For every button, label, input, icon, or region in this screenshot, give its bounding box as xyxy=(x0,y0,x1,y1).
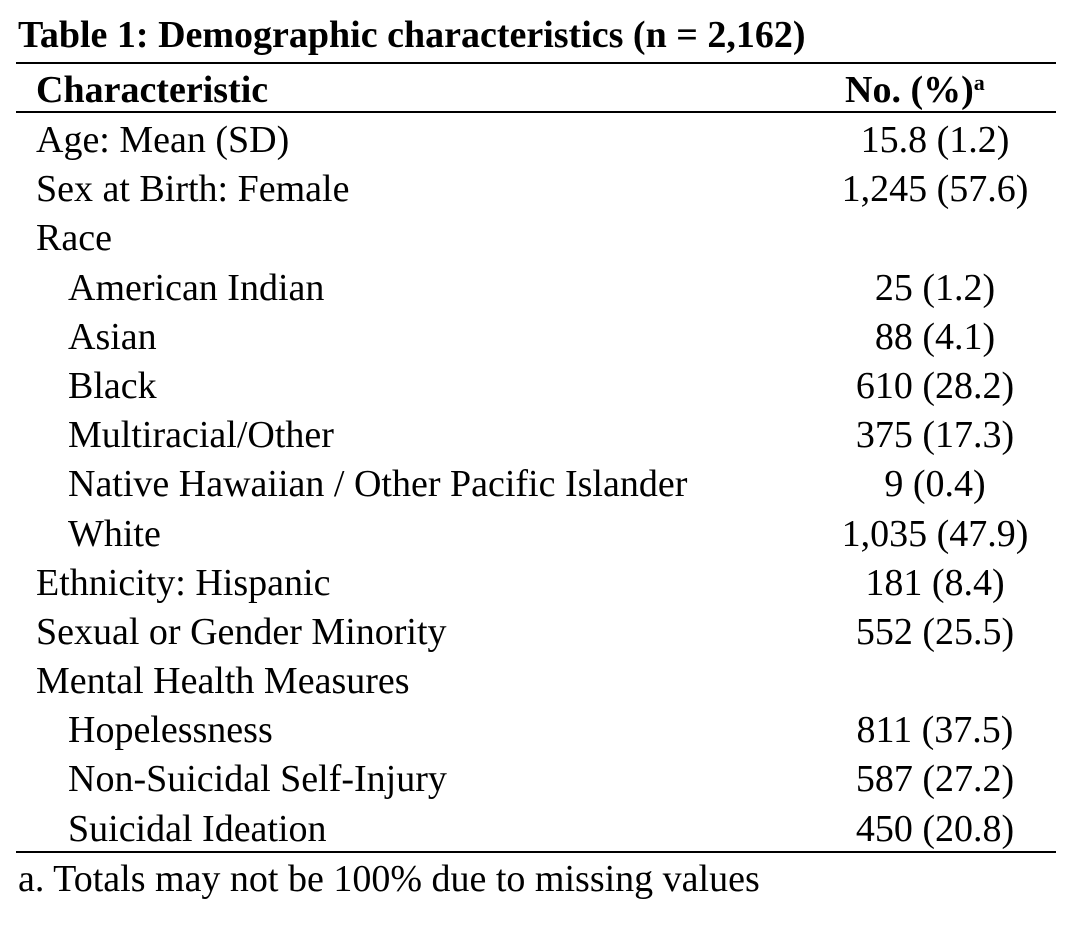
table-row xyxy=(0,706,1082,755)
table-row xyxy=(0,411,1082,460)
row-label: Suicidal Ideation xyxy=(68,807,327,850)
table-row xyxy=(0,116,1082,165)
table-row xyxy=(0,460,1082,509)
row-label: Non-Suicidal Self-Injury xyxy=(68,758,447,801)
table-row xyxy=(0,264,1082,313)
row-label: Ethnicity: Hispanic xyxy=(36,561,331,604)
row-value: 552 (25.5) xyxy=(855,610,1015,653)
row-value: 25 (1.2) xyxy=(874,266,996,309)
row-label: Race xyxy=(36,217,112,260)
table-title: Table 1: Demographic characteristics (n = 2,162) xyxy=(18,14,806,56)
header-value-footnote-marker: a xyxy=(973,70,985,95)
row-label: Age: Mean (SD) xyxy=(36,119,290,161)
table-row xyxy=(0,805,1082,854)
row-value: 587 (27.2) xyxy=(855,758,1015,801)
table-row xyxy=(0,214,1082,263)
row-label: Native Hawaiian / Other Pacific Islander xyxy=(68,463,688,506)
row-label: Black xyxy=(68,364,157,407)
top-rule xyxy=(16,62,1056,64)
row-label: White xyxy=(68,512,161,555)
row-value: 181 (8.4) xyxy=(865,561,1005,604)
header-rule xyxy=(16,111,1056,113)
row-label: American Indian xyxy=(68,266,325,309)
row-value: 811 (37.5) xyxy=(856,709,1014,752)
table-row xyxy=(0,608,1082,657)
table-row xyxy=(0,313,1082,362)
row-label: Hopelessness xyxy=(68,709,273,752)
table-row xyxy=(0,559,1082,608)
row-label: Asian xyxy=(68,315,157,358)
header-characteristic: Characteristic xyxy=(36,69,269,111)
row-value: 9 (0.4) xyxy=(884,463,986,506)
bottom-rule xyxy=(16,851,1056,853)
table-row xyxy=(0,362,1082,411)
row-value: 610 (28.2) xyxy=(855,364,1015,407)
row-label: Mental Health Measures xyxy=(36,660,410,703)
row-value: 88 (4.1) xyxy=(874,315,996,358)
row-value: 1,245 (57.6) xyxy=(841,168,1029,211)
table-row xyxy=(0,755,1082,804)
row-value: 1,035 (47.9) xyxy=(841,512,1029,555)
table-body xyxy=(0,116,1082,854)
table-footnote: a. Totals may not be 100% due to missing values xyxy=(18,858,760,900)
header-value xyxy=(845,68,1015,112)
table-row xyxy=(0,165,1082,214)
row-value: 375 (17.3) xyxy=(855,414,1015,457)
row-label: Sex at Birth: Female xyxy=(36,168,350,211)
table-row xyxy=(0,657,1082,706)
row-value: 15.8 (1.2) xyxy=(860,119,1010,161)
row-label: Sexual or Gender Minority xyxy=(36,610,447,653)
table-row xyxy=(0,510,1082,559)
header-value-label: No. (%) xyxy=(845,69,974,111)
row-label: Multiracial/Other xyxy=(68,414,334,457)
row-value: 450 (20.8) xyxy=(855,807,1015,850)
